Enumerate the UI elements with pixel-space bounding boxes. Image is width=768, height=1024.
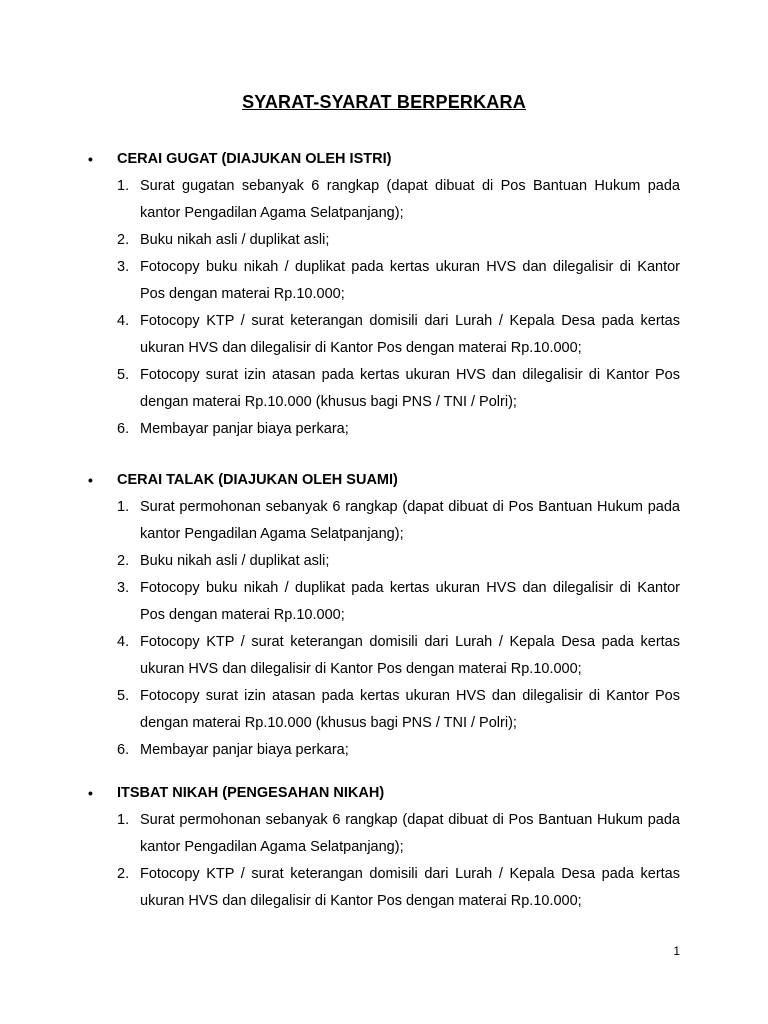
list-item — [88, 683, 680, 737]
section-cerai-talak — [88, 467, 680, 764]
list-item-text: Fotocopy buku nikah / duplikat pada kertas ukuran HVS dan dilegalisir di Kantor Pos dengan materai Rp.10.000; — [140, 259, 680, 302]
list-item-text: Fotocopy KTP / surat keterangan domisili dari Lurah / Kepala Desa pada kertas ukuran HVS dan dilegalisir di Kantor Pos dengan materai Rp.10.000; — [140, 866, 680, 909]
page-number: 1 — [673, 944, 680, 958]
list-item-text: Surat gugatan sebanyak 6 rangkap (dapat dibuat di Pos Bantuan Hukum pada kantor Pengadilan Agama Selatpanjang); — [140, 178, 680, 221]
list-item — [88, 227, 680, 254]
list-item-number: 1. — [117, 178, 130, 194]
section-heading-text: CERAI GUGAT (DIAJUKAN OLEH ISTRI) — [117, 151, 392, 167]
list-item-text: Membayar panjar biaya perkara; — [140, 421, 349, 437]
list-item-text: Surat permohonan sebanyak 6 rangkap (dapat dibuat di Pos Bantuan Hukum pada kantor Pengadilan Agama Selatpanjang); — [140, 812, 680, 855]
list-item-number: 2. — [117, 232, 130, 248]
list-item — [88, 861, 680, 915]
list-item — [88, 548, 680, 575]
list-item-text: Buku nikah asli / duplikat asli; — [140, 232, 330, 248]
list-item-number: 3. — [117, 259, 130, 275]
list-item — [88, 807, 680, 861]
list-item-text: Fotocopy surat izin atasan pada kertas ukuran HVS dan dilegalisir di Kantor Pos dengan materai Rp.10.000 (khusus bagi PNS / TNI / Polri); — [140, 367, 680, 410]
list-item-number: 2. — [117, 553, 130, 569]
list-item-text: Surat permohonan sebanyak 6 rangkap (dapat dibuat di Pos Bantuan Hukum pada kantor Pengadilan Agama Selatpanjang); — [140, 499, 680, 542]
list-item — [88, 575, 680, 629]
section-heading — [88, 146, 680, 173]
list-item-number: 5. — [117, 367, 130, 383]
list-item-number: 2. — [117, 866, 130, 882]
list-item-number: 3. — [117, 580, 130, 596]
list-item — [88, 737, 680, 764]
section-cerai-gugat — [88, 146, 680, 443]
list-item — [88, 173, 680, 227]
requirement-list — [88, 494, 680, 764]
section-heading-text: CERAI TALAK (DIAJUKAN OLEH SUAMI) — [117, 472, 398, 488]
list-item-text: Fotocopy KTP / surat keterangan domisili dari Lurah / Kepala Desa pada kertas ukuran HVS dan dilegalisir di Kantor Pos dengan materai Rp.10.000; — [140, 634, 680, 677]
section-heading — [88, 780, 680, 807]
list-item-text: Buku nikah asli / duplikat asli; — [140, 553, 330, 569]
list-item-text: Membayar panjar biaya perkara; — [140, 742, 349, 758]
list-item-number: 4. — [117, 313, 130, 329]
bullet-icon: • — [88, 785, 93, 801]
list-item-number: 6. — [117, 742, 130, 758]
requirement-list — [88, 173, 680, 443]
section-itsbat-nikah — [88, 780, 680, 915]
requirement-list — [88, 807, 680, 915]
page-title: SYARAT-SYARAT BERPERKARA — [242, 92, 526, 112]
list-item — [88, 494, 680, 548]
list-item — [88, 629, 680, 683]
bullet-icon: • — [88, 472, 93, 488]
list-item-text: Fotocopy surat izin atasan pada kertas ukuran HVS dan dilegalisir di Kantor Pos dengan materai Rp.10.000 (khusus bagi PNS / TNI / Polri); — [140, 688, 680, 731]
list-item-number: 4. — [117, 634, 130, 650]
list-item-number: 5. — [117, 688, 130, 704]
list-item — [88, 254, 680, 308]
list-item-number: 1. — [117, 812, 130, 828]
list-item-text: Fotocopy buku nikah / duplikat pada kertas ukuran HVS dan dilegalisir di Kantor Pos dengan materai Rp.10.000; — [140, 580, 680, 623]
list-item-number: 1. — [117, 499, 130, 515]
list-item-text: Fotocopy KTP / surat keterangan domisili dari Lurah / Kepala Desa pada kertas ukuran HVS dan dilegalisir di Kantor Pos dengan materai Rp.10.000; — [140, 313, 680, 356]
list-item — [88, 416, 680, 443]
section-heading-text: ITSBAT NIKAH (PENGESAHAN NIKAH) — [117, 785, 385, 801]
bullet-icon: • — [88, 151, 93, 167]
section-heading — [88, 467, 680, 494]
list-item — [88, 362, 680, 416]
list-item — [88, 308, 680, 362]
list-item-number: 6. — [117, 421, 130, 437]
